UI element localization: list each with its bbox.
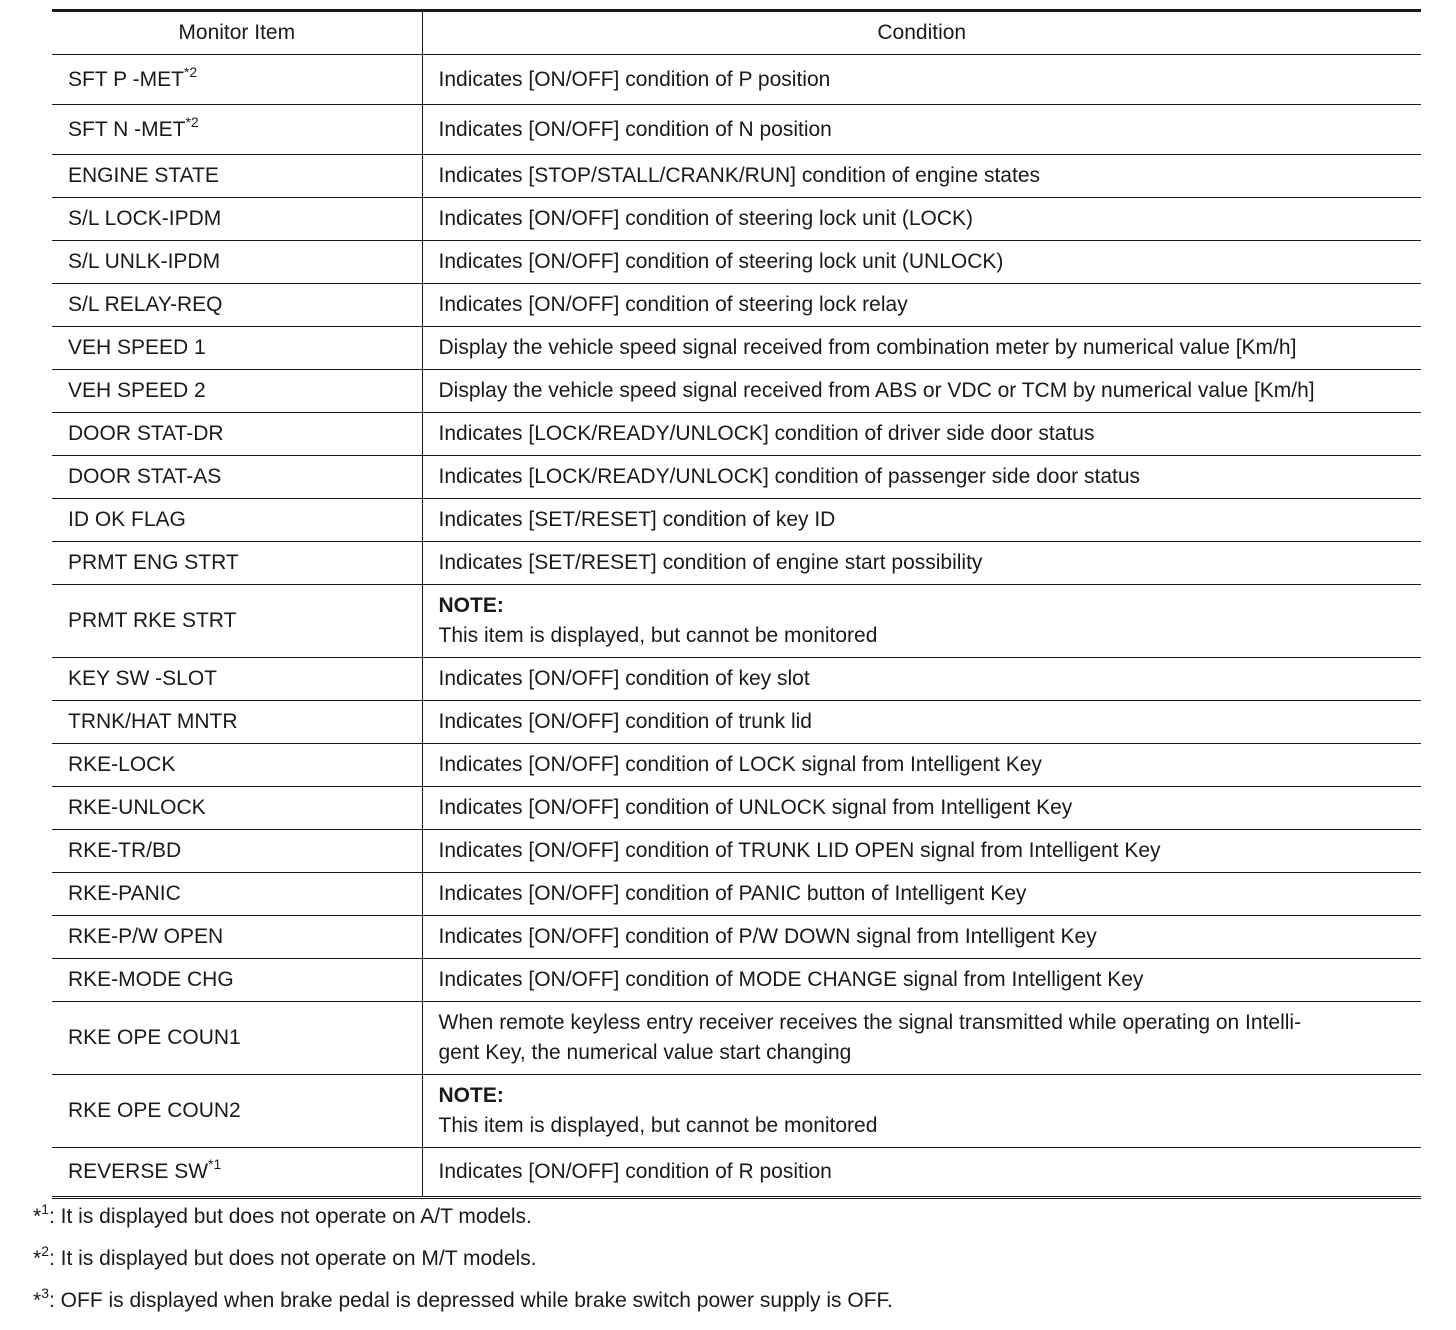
table-row [52, 413, 1421, 456]
condition-cell: Indicates [ON/OFF] condition of P position [422, 55, 1421, 105]
table-row [52, 916, 1421, 959]
monitor-item-cell: RKE-PANIC [52, 873, 422, 916]
monitor-item-cell [52, 105, 422, 155]
footnote-star: * [33, 1289, 42, 1312]
condition-cell: Indicates [ON/OFF] condition of MODE CHANGE signal from Intelligent Key [422, 959, 1421, 1002]
monitor-item-cell: ID OK FLAG [52, 499, 422, 542]
monitor-item-cell: PRMT RKE STRT [52, 585, 422, 658]
table-row [52, 658, 1421, 701]
table-row [52, 499, 1421, 542]
table-row [52, 959, 1421, 1002]
note-label: NOTE: [438, 594, 504, 617]
monitor-item-cell: VEH SPEED 2 [52, 370, 422, 413]
table-row [52, 198, 1421, 241]
monitor-item-cell: PRMT ENG STRT [52, 542, 422, 585]
monitor-item-cell: S/L LOCK-IPDM [52, 198, 422, 241]
condition-line: gent Key, the numerical value start changing [438, 1041, 852, 1064]
table-row [52, 1002, 1421, 1075]
footnote-number: 1 [41, 1201, 49, 1217]
table-row [52, 830, 1421, 873]
header-condition: Condition [422, 11, 1421, 55]
footnotes [33, 1200, 1433, 1326]
table-row [52, 744, 1421, 787]
monitor-item-cell: RKE OPE COUN1 [52, 1002, 422, 1075]
monitor-item-cell: DOOR STAT-AS [52, 456, 422, 499]
footnote [33, 1242, 1433, 1284]
monitor-item-name: SFT N -MET [68, 117, 186, 141]
monitor-item-cell: TRNK/HAT MNTR [52, 701, 422, 744]
monitor-item-cell [52, 1148, 422, 1198]
monitor-item-name: SFT P -MET [68, 67, 184, 91]
table-row [52, 787, 1421, 830]
monitor-item-cell: S/L RELAY-REQ [52, 284, 422, 327]
monitor-item-cell: RKE-TR/BD [52, 830, 422, 873]
footnote-mark: *2 [183, 63, 198, 80]
condition-cell: Indicates [SET/RESET] condition of key ID [422, 499, 1421, 542]
footnote-star: * [33, 1205, 42, 1228]
condition-cell: Indicates [ON/OFF] condition of key slot [422, 658, 1421, 701]
condition-cell: Indicates [ON/OFF] condition of steering lock unit (UNLOCK) [422, 241, 1421, 284]
table-row [52, 1075, 1421, 1148]
condition-cell [422, 1075, 1421, 1148]
table-row [52, 1148, 1421, 1198]
monitor-item-cell: RKE-MODE CHG [52, 959, 422, 1002]
footnote [33, 1200, 1433, 1242]
condition-cell: Indicates [LOCK/READY/UNLOCK] condition of passenger side door status [422, 456, 1421, 499]
footnote-text: : It is displayed but does not operate on A/T models. [48, 1205, 532, 1228]
monitor-item-cell: ENGINE STATE [52, 155, 422, 198]
table-row [52, 55, 1421, 105]
condition-cell: Indicates [ON/OFF] condition of TRUNK LID OPEN signal from Intelligent Key [422, 830, 1421, 873]
table-row [52, 241, 1421, 284]
footnote [33, 1284, 1433, 1326]
condition-cell: Display the vehicle speed signal received from ABS or VDC or TCM by numerical value [Km/h] [422, 370, 1421, 413]
footnote-text: : It is displayed but does not operate on M/T models. [48, 1247, 537, 1270]
condition-cell: Indicates [LOCK/READY/UNLOCK] condition of driver side door status [422, 413, 1421, 456]
table-row [52, 155, 1421, 198]
header-monitor-item: Monitor Item [52, 11, 422, 55]
condition-cell: Indicates [ON/OFF] condition of steering lock unit (LOCK) [422, 198, 1421, 241]
condition-cell: Indicates [ON/OFF] condition of P/W DOWN signal from Intelligent Key [422, 916, 1421, 959]
note-text: This item is displayed, but cannot be monitored [438, 624, 878, 647]
table-row [52, 585, 1421, 658]
footnote-star: * [33, 1247, 42, 1270]
condition-cell: Indicates [ON/OFF] condition of trunk lid [422, 701, 1421, 744]
monitor-item-cell: S/L UNLK-IPDM [52, 241, 422, 284]
monitor-item-cell: RKE-UNLOCK [52, 787, 422, 830]
footnote-mark: *2 [185, 113, 199, 130]
footnote-number: 3 [41, 1285, 49, 1301]
monitor-item-table [52, 9, 1421, 1199]
note-label: NOTE: [438, 1084, 504, 1107]
condition-cell: Indicates [ON/OFF] condition of steering lock relay [422, 284, 1421, 327]
table-row [52, 370, 1421, 413]
monitor-item-cell: DOOR STAT-DR [52, 413, 422, 456]
table-row [52, 284, 1421, 327]
table-row [52, 105, 1421, 155]
monitor-item-cell: RKE OPE COUN2 [52, 1075, 422, 1148]
condition-cell: Indicates [ON/OFF] condition of UNLOCK signal from Intelligent Key [422, 787, 1421, 830]
monitor-item-cell [52, 55, 422, 105]
monitor-item-name: REVERSE SW [68, 1160, 209, 1183]
condition-cell: Indicates [ON/OFF] condition of LOCK signal from Intelligent Key [422, 744, 1421, 787]
table-row [52, 456, 1421, 499]
condition-cell: Indicates [ON/OFF] condition of N position [422, 105, 1421, 155]
condition-cell: Display the vehicle speed signal received from combination meter by numerical value [Km/h] [422, 327, 1421, 370]
table-row [52, 327, 1421, 370]
condition-cell: Indicates [STOP/STALL/CRANK/RUN] condition of engine states [422, 155, 1421, 198]
monitor-item-cell: RKE-P/W OPEN [52, 916, 422, 959]
table-row [52, 873, 1421, 916]
condition-cell [422, 585, 1421, 658]
condition-cell: Indicates [ON/OFF] condition of PANIC button of Intelligent Key [422, 873, 1421, 916]
footnote-number: 2 [41, 1243, 49, 1259]
condition-line: When remote keyless entry receiver receives the signal transmitted while operating on Intelli- [438, 1011, 1302, 1034]
monitor-item-cell: RKE-LOCK [52, 744, 422, 787]
condition-cell [422, 1002, 1421, 1075]
footnote-mark: *1 [208, 1156, 222, 1172]
note-text: This item is displayed, but cannot be monitored [438, 1114, 878, 1137]
table-row [52, 542, 1421, 585]
monitor-item-cell: KEY SW -SLOT [52, 658, 422, 701]
footnote-text: : OFF is displayed when brake pedal is depressed while brake switch power supply is OFF. [48, 1289, 893, 1312]
monitor-item-cell: VEH SPEED 1 [52, 327, 422, 370]
condition-cell: Indicates [ON/OFF] condition of R position [422, 1148, 1421, 1198]
table-header-row [52, 11, 1421, 55]
condition-cell: Indicates [SET/RESET] condition of engine start possibility [422, 542, 1421, 585]
table-row [52, 701, 1421, 744]
